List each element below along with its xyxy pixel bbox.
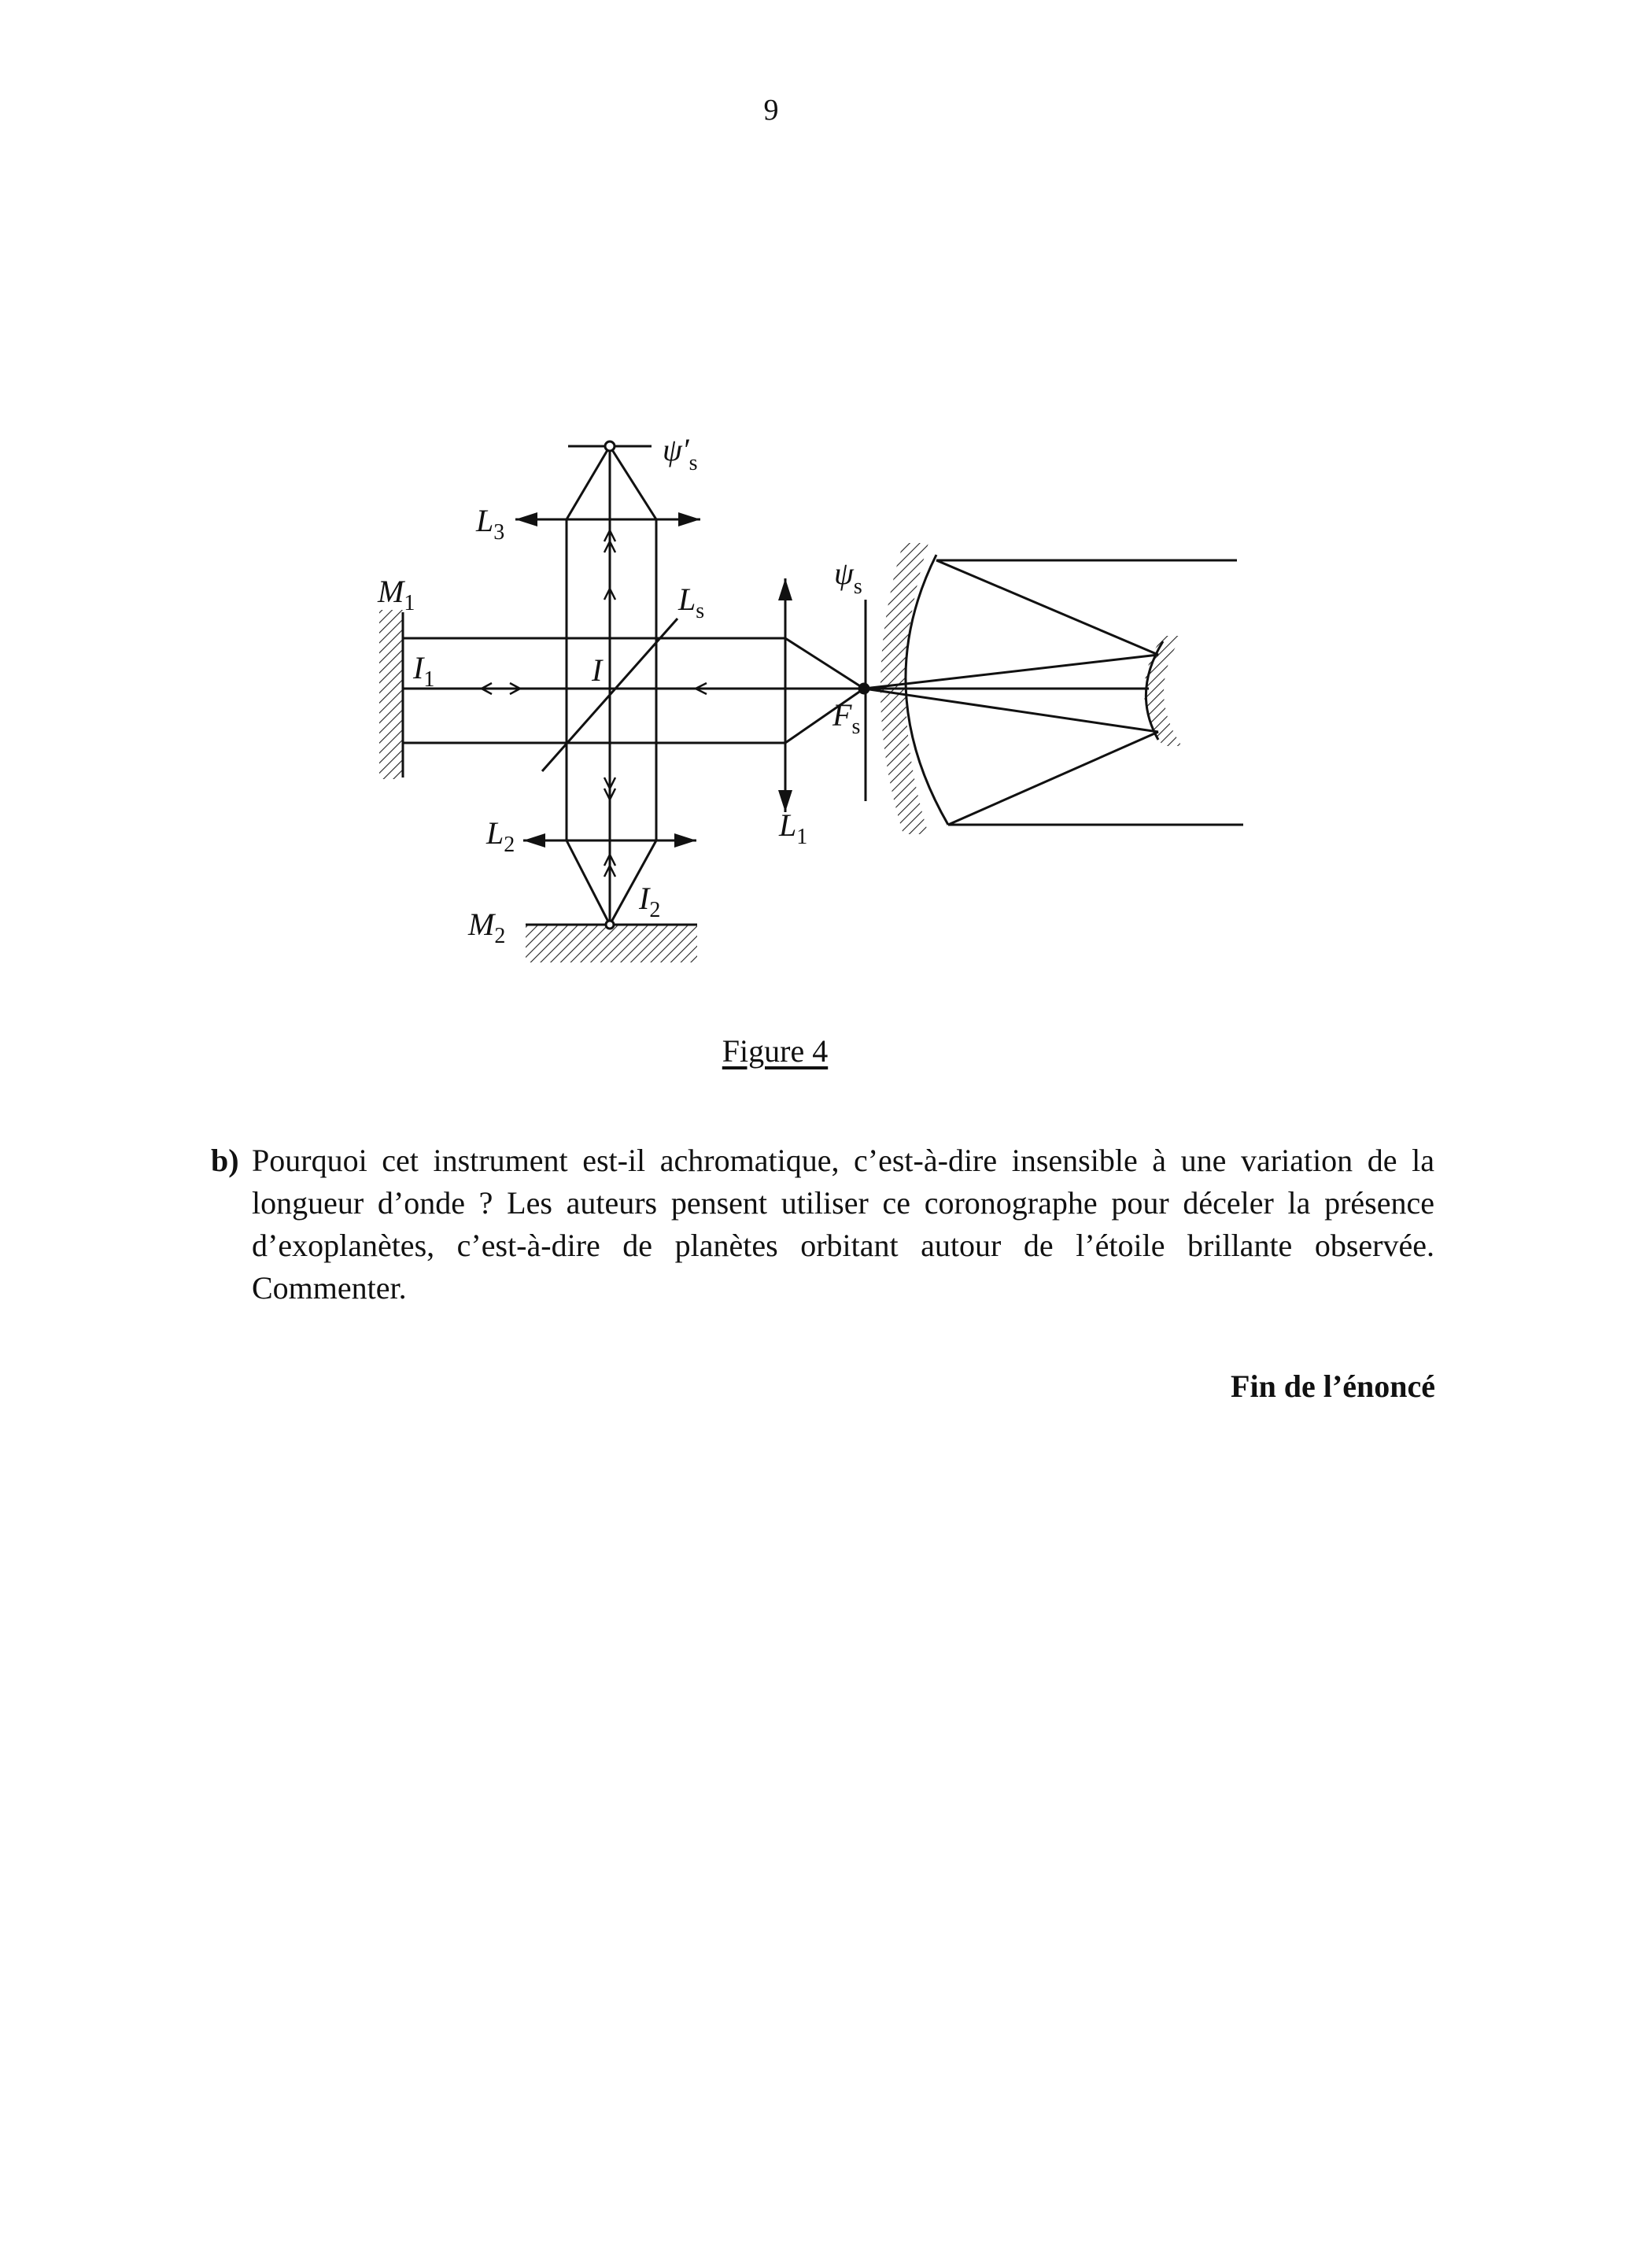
question-b	[211, 1140, 1434, 1309]
ray-2	[948, 732, 1158, 825]
label-i2: $I_2$	[639, 881, 661, 922]
cone-top	[567, 446, 656, 519]
lens-l2-arrow-left	[523, 833, 545, 848]
label-psi-s-prime: $\psi'_s$	[663, 432, 698, 475]
question-text: Pourquoi cet instrument est-il achromatique, c’est-à-dire insensible à une variation de la longueur d’onde ? Les auteurs pensent utiliser ce coronographe pour déceler la présence d’exoplanètes, c’est-à-dire de planètes orbitant autour de l’étoile brillante observée. Commenter.	[252, 1143, 1434, 1306]
question-letter: b)	[211, 1143, 239, 1178]
label-l3: $L_3$	[476, 503, 505, 545]
lens-l3-arrow-left	[515, 512, 537, 526]
label-m2: $M_2$	[468, 907, 506, 948]
label-m1: $M_1$	[378, 574, 415, 615]
ray-1	[936, 560, 1158, 655]
lens-l1-arrow-top	[778, 578, 792, 600]
page-number: 9	[763, 94, 779, 127]
label-psi-s: $\psi_s$	[834, 556, 862, 599]
label-i1: $I_1$	[413, 650, 435, 692]
label-i: I	[592, 652, 603, 688]
lens-l3-arrow-right	[678, 512, 700, 526]
figure-caption: Figure 4	[722, 1033, 829, 1069]
label-l1: $L_1$	[779, 807, 808, 849]
converge-upper	[785, 638, 864, 689]
mirror-m1	[379, 610, 403, 779]
ray-3	[864, 655, 1158, 689]
point-i2	[606, 921, 614, 929]
mirror-m2	[526, 925, 697, 962]
label-l2: $L_2$	[486, 815, 515, 857]
end-note: Fin de l’énoncé	[1231, 1369, 1435, 1404]
figure-4-diagram	[0, 0, 1628, 1023]
point-psi-s-prime	[605, 441, 615, 451]
lens-l2-arrow-right	[674, 833, 696, 848]
label-ls: $L_s$	[678, 582, 705, 623]
label-fs: $F_s$	[832, 697, 861, 739]
